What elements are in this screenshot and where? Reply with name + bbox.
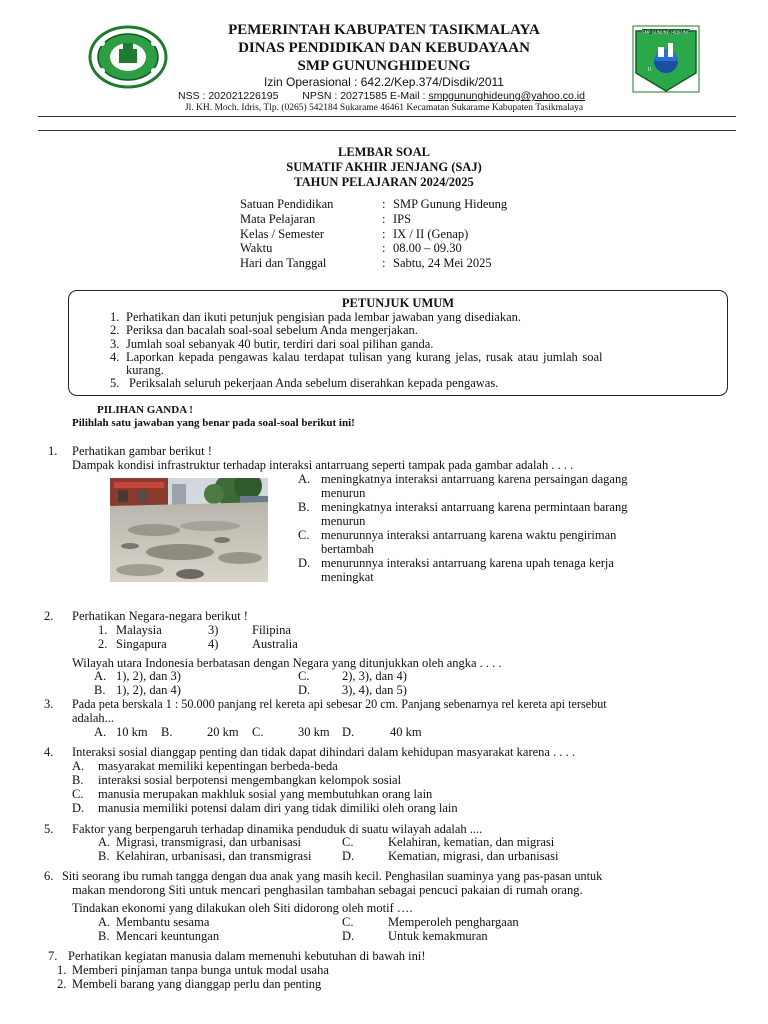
q6-option-d-letter: D. (342, 929, 355, 943)
q6-option-c-letter: C. (342, 915, 354, 929)
q2-list-num: 2. (98, 637, 108, 651)
title-line-3: TAHUN PELAJARAN 2024/2025 (294, 175, 474, 189)
q7-item-num: 1. (57, 963, 67, 977)
q2-number: 2. (44, 609, 54, 623)
q6-text-cont: makan mendorong Siti untuk mencari penghasilan tambahan sebagai pencuci pakaian di rumah orang. (72, 883, 583, 897)
q4-text: Interaksi sosial dianggap penting dan tidak dapat dihindari dalam kehidupan masyarakat karena . . . . (72, 745, 575, 759)
meta-value: IX / II (Genap) (393, 227, 469, 241)
q2-option-b-text: 1), 2), dan 4) (116, 683, 181, 697)
q1-option-a-text-cont: menurun (321, 486, 366, 500)
exam-title (0, 145, 768, 190)
q1-option-b-text-cont: menurun (321, 514, 366, 528)
q1-option-c-text: menurunnya interaksi antarruang karena waktu pengiriman (321, 528, 617, 542)
q2-option-c-text: 2), 3), dan 4) (342, 669, 407, 683)
q1-option-b-letter: B. (298, 500, 310, 514)
title-line-2: SUMATIF AKHIR JENJANG (SAJ) (286, 160, 482, 174)
q5-option-c-letter: C. (342, 835, 354, 849)
q6-option-a-text: Membantu sesama (116, 915, 210, 929)
meta-value: 08.00 – 09.30 (393, 241, 462, 255)
section-instruction: Pilihlah satu jawaban yang benar pada soal-soal berikut ini! (72, 417, 355, 429)
q7-item-num: 2. (57, 977, 67, 991)
meta-label: Waktu (240, 241, 273, 255)
q5-option-a-text: Migrasi, transmigrasi, dan urbanisasi (116, 835, 302, 849)
school-address: Jl. KH. Moch. Idris, Tlp. (0265) 542184 Sukarame 46461 Kecamatan Sukarame Kabupaten Tasikmalaya (184, 103, 584, 113)
q2-country: Malaysia (116, 623, 162, 637)
meta-value: IPS (393, 212, 412, 226)
q2-option-a-letter: A. (94, 669, 107, 683)
q5-option-a-letter: A. (98, 835, 111, 849)
q2-intro: Perhatikan Negara-negara berikut ! (72, 609, 248, 623)
q3-option-d-letter: D. (342, 725, 355, 739)
q2-country: Singapura (116, 637, 167, 651)
q3-option-b-text: 20 km (207, 725, 239, 739)
q3-option-b-letter: B. (161, 725, 173, 739)
meta-label: Mata Pelajaran (240, 212, 316, 226)
q7-item-text: Memberi pinjaman tanpa bunga untuk modal usaha (72, 963, 329, 977)
q4-option-d-letter: D. (72, 801, 85, 815)
q4-option-b-text: interaksi sosial berpotensi mengembangkan kelompok sosial (98, 773, 402, 787)
q2-option-c-letter: C. (298, 669, 310, 683)
q5-number: 5. (44, 822, 54, 836)
q2-list-num: 3) (208, 623, 219, 637)
petunjuk-item: 4. Laporkan kepada pengawas kalau terdapat tulisan yang kurang jelas, rusak atau jumlah soal (110, 350, 603, 364)
q3-number: 3. (44, 697, 54, 711)
q1-option-c-text-cont: bertambah (321, 542, 374, 556)
izin-operasional: Izin Operasional : 642.2/Kep.374/Disdik/2011 (264, 75, 504, 89)
header-divider-top (38, 116, 736, 117)
petunjuk-item-continued: kurang. (126, 363, 164, 377)
svg-text:II: II (648, 67, 651, 73)
meta-value: Sabtu, 24 Mei 2025 (393, 256, 492, 270)
q6-option-b-text: Mencari keuntungan (116, 929, 220, 943)
petunjuk-title: PETUNJUK UMUM (341, 296, 455, 310)
meta-label: Satuan Pendidikan (240, 197, 334, 211)
q6-question: Tindakan ekonomi yang dilakukan oleh Siti didorong oleh motif …. (72, 901, 413, 915)
nss: NSS : 202021226195 (178, 90, 279, 102)
q2-country: Australia (252, 637, 298, 651)
q1-option-b-text: meningkatnya interaksi antarruang karena permintaan barang (321, 500, 628, 514)
q2-list-num: 1. (98, 623, 108, 637)
q3-text: Pada peta berskala 1 : 50.000 panjang rel kereta api sebesar 20 cm. Panjang sebenarnya rel kereta api tersebut (72, 697, 607, 711)
q4-option-c-letter: C. (72, 787, 84, 801)
q3-option-a-text: 10 km (116, 725, 148, 739)
q4-option-d-text: manusia memiliki potensi dalam diri yang tidak dimiliki oleh orang lain (98, 801, 458, 815)
meta-label: Hari dan Tanggal (240, 256, 327, 270)
q4-number: 4. (44, 745, 54, 759)
q1-option-c-letter: C. (298, 528, 310, 542)
petunjuk-item: 5. Periksalah seluruh pekerjaan Anda sebelum diserahkan kepada pengawas. (110, 376, 499, 390)
q2-list-num: 4) (208, 637, 219, 651)
q6-option-c-text: Memperoleh penghargaan (388, 915, 519, 929)
q2-option-b-letter: B. (94, 683, 106, 697)
q7-item-text: Membeli barang yang dianggap perlu dan penting (72, 977, 322, 991)
q6-option-d-text: Untuk kemakmuran (388, 929, 488, 943)
q4-option-b-letter: B. (72, 773, 84, 787)
q4-option-a-text: masyarakat memiliki kepentingan berbeda-beda (98, 759, 338, 773)
school-ids (178, 90, 585, 102)
q7-text: Perhatikan kegiatan manusia dalam memenuhi kebutuhan di bawah ini! (68, 949, 426, 963)
q5-option-b-letter: B. (98, 849, 110, 863)
q1-option-a-letter: A. (298, 472, 311, 486)
q3-option-a-letter: A. (94, 725, 107, 739)
school-logo-text: SMP GUNUNG HIDEUNG (642, 30, 690, 35)
school-name: SMP GUNUNGHIDEUNG (297, 58, 471, 74)
q5-text: Faktor yang berpengaruh terhadap dinamika penduduk di suatu wilayah adalah .... (72, 822, 483, 836)
q1-option-d-text: menurunnya interaksi antarruang karena upah tenaga kerja (321, 556, 614, 570)
q1-number: 1. (48, 444, 58, 458)
q2-option-a-text: 1), 2), dan 3) (116, 669, 181, 683)
q4-option-c-text: manusia merupakan makhluk sosial yang membutuhkan orang lain (98, 787, 433, 801)
q5-option-b-text: Kelahiran, urbanisasi, dan transmigrasi (116, 849, 312, 863)
petunjuk-item: 1. Perhatikan dan ikuti petunjuk pengisian pada lembar jawaban yang disediakan. (110, 310, 522, 324)
q3-option-d-text: 40 km (390, 725, 422, 739)
petunjuk-item: 3. Jumlah soal sebanyak 40 butir, terdiri dari soal pilihan ganda. (110, 337, 434, 351)
q4-option-a-letter: A. (72, 759, 85, 773)
q1-text: Dampak kondisi infrastruktur terhadap interaksi antarruang seperti tampak pada gambar adalah . . . . (72, 458, 574, 472)
email-link[interactable]: smpgununghideung@yahoo.co.id (428, 90, 585, 102)
q5-option-d-text: Kematian, migrasi, dan urbanisasi (388, 849, 559, 863)
q1-option-d-text-cont: meningkat (321, 570, 374, 584)
q2-option-d-text: 3), 4), dan 5) (342, 683, 407, 697)
q3-text-cont: adalah... (72, 711, 114, 725)
q6-option-a-letter: A. (98, 915, 111, 929)
q2-option-d-letter: D. (298, 683, 311, 697)
q2-text: Wilayah utara Indonesia berbatasan dengan Negara yang ditunjukkan oleh angka . . . . (72, 656, 502, 670)
q5-option-d-letter: D. (342, 849, 355, 863)
q1-intro: Perhatikan gambar berikut ! (72, 444, 212, 458)
q6-option-b-letter: B. (98, 929, 110, 943)
q1-option-d-letter: D. (298, 556, 311, 570)
q3-option-c-text: 30 km (298, 725, 330, 739)
gov-title: PEMERINTAH KABUPATEN TASIKMALAYA (228, 22, 540, 38)
section-title: PILIHAN GANDA ! (97, 404, 193, 416)
q5-option-c-text: Kelahiran, kematian, dan migrasi (388, 835, 555, 849)
header-divider-bottom (38, 130, 736, 131)
road-damage-photo (110, 478, 268, 582)
q1-option-a-text: meningkatnya interaksi antarruang karena persaingan dagang (321, 472, 628, 486)
q7-number: 7. (48, 949, 58, 963)
meta-value: SMP Gunung Hideung (393, 197, 508, 211)
q2-country: Filipina (252, 623, 291, 637)
petunjuk-item: 2. Periksa dan bacalah soal-soal sebelum Anda mengerjakan. (110, 323, 418, 337)
q6-number: 6. (44, 869, 54, 883)
department-title: DINAS PENDIDIKAN DAN KEBUDAYAAN (238, 40, 530, 56)
q3-option-c-letter: C. (252, 725, 264, 739)
q6-text: Siti seorang ibu rumah tangga dengan dua anak yang masih kecil. Penghasilan suaminya yang pas-pasan untuk (62, 869, 603, 883)
meta-label: Kelas / Semester (240, 227, 325, 241)
school-logo (632, 25, 700, 93)
npsn: NPSN : 20271585 E-Mail : (302, 90, 426, 102)
title-line-1: LEMBAR SOAL (337, 145, 431, 159)
